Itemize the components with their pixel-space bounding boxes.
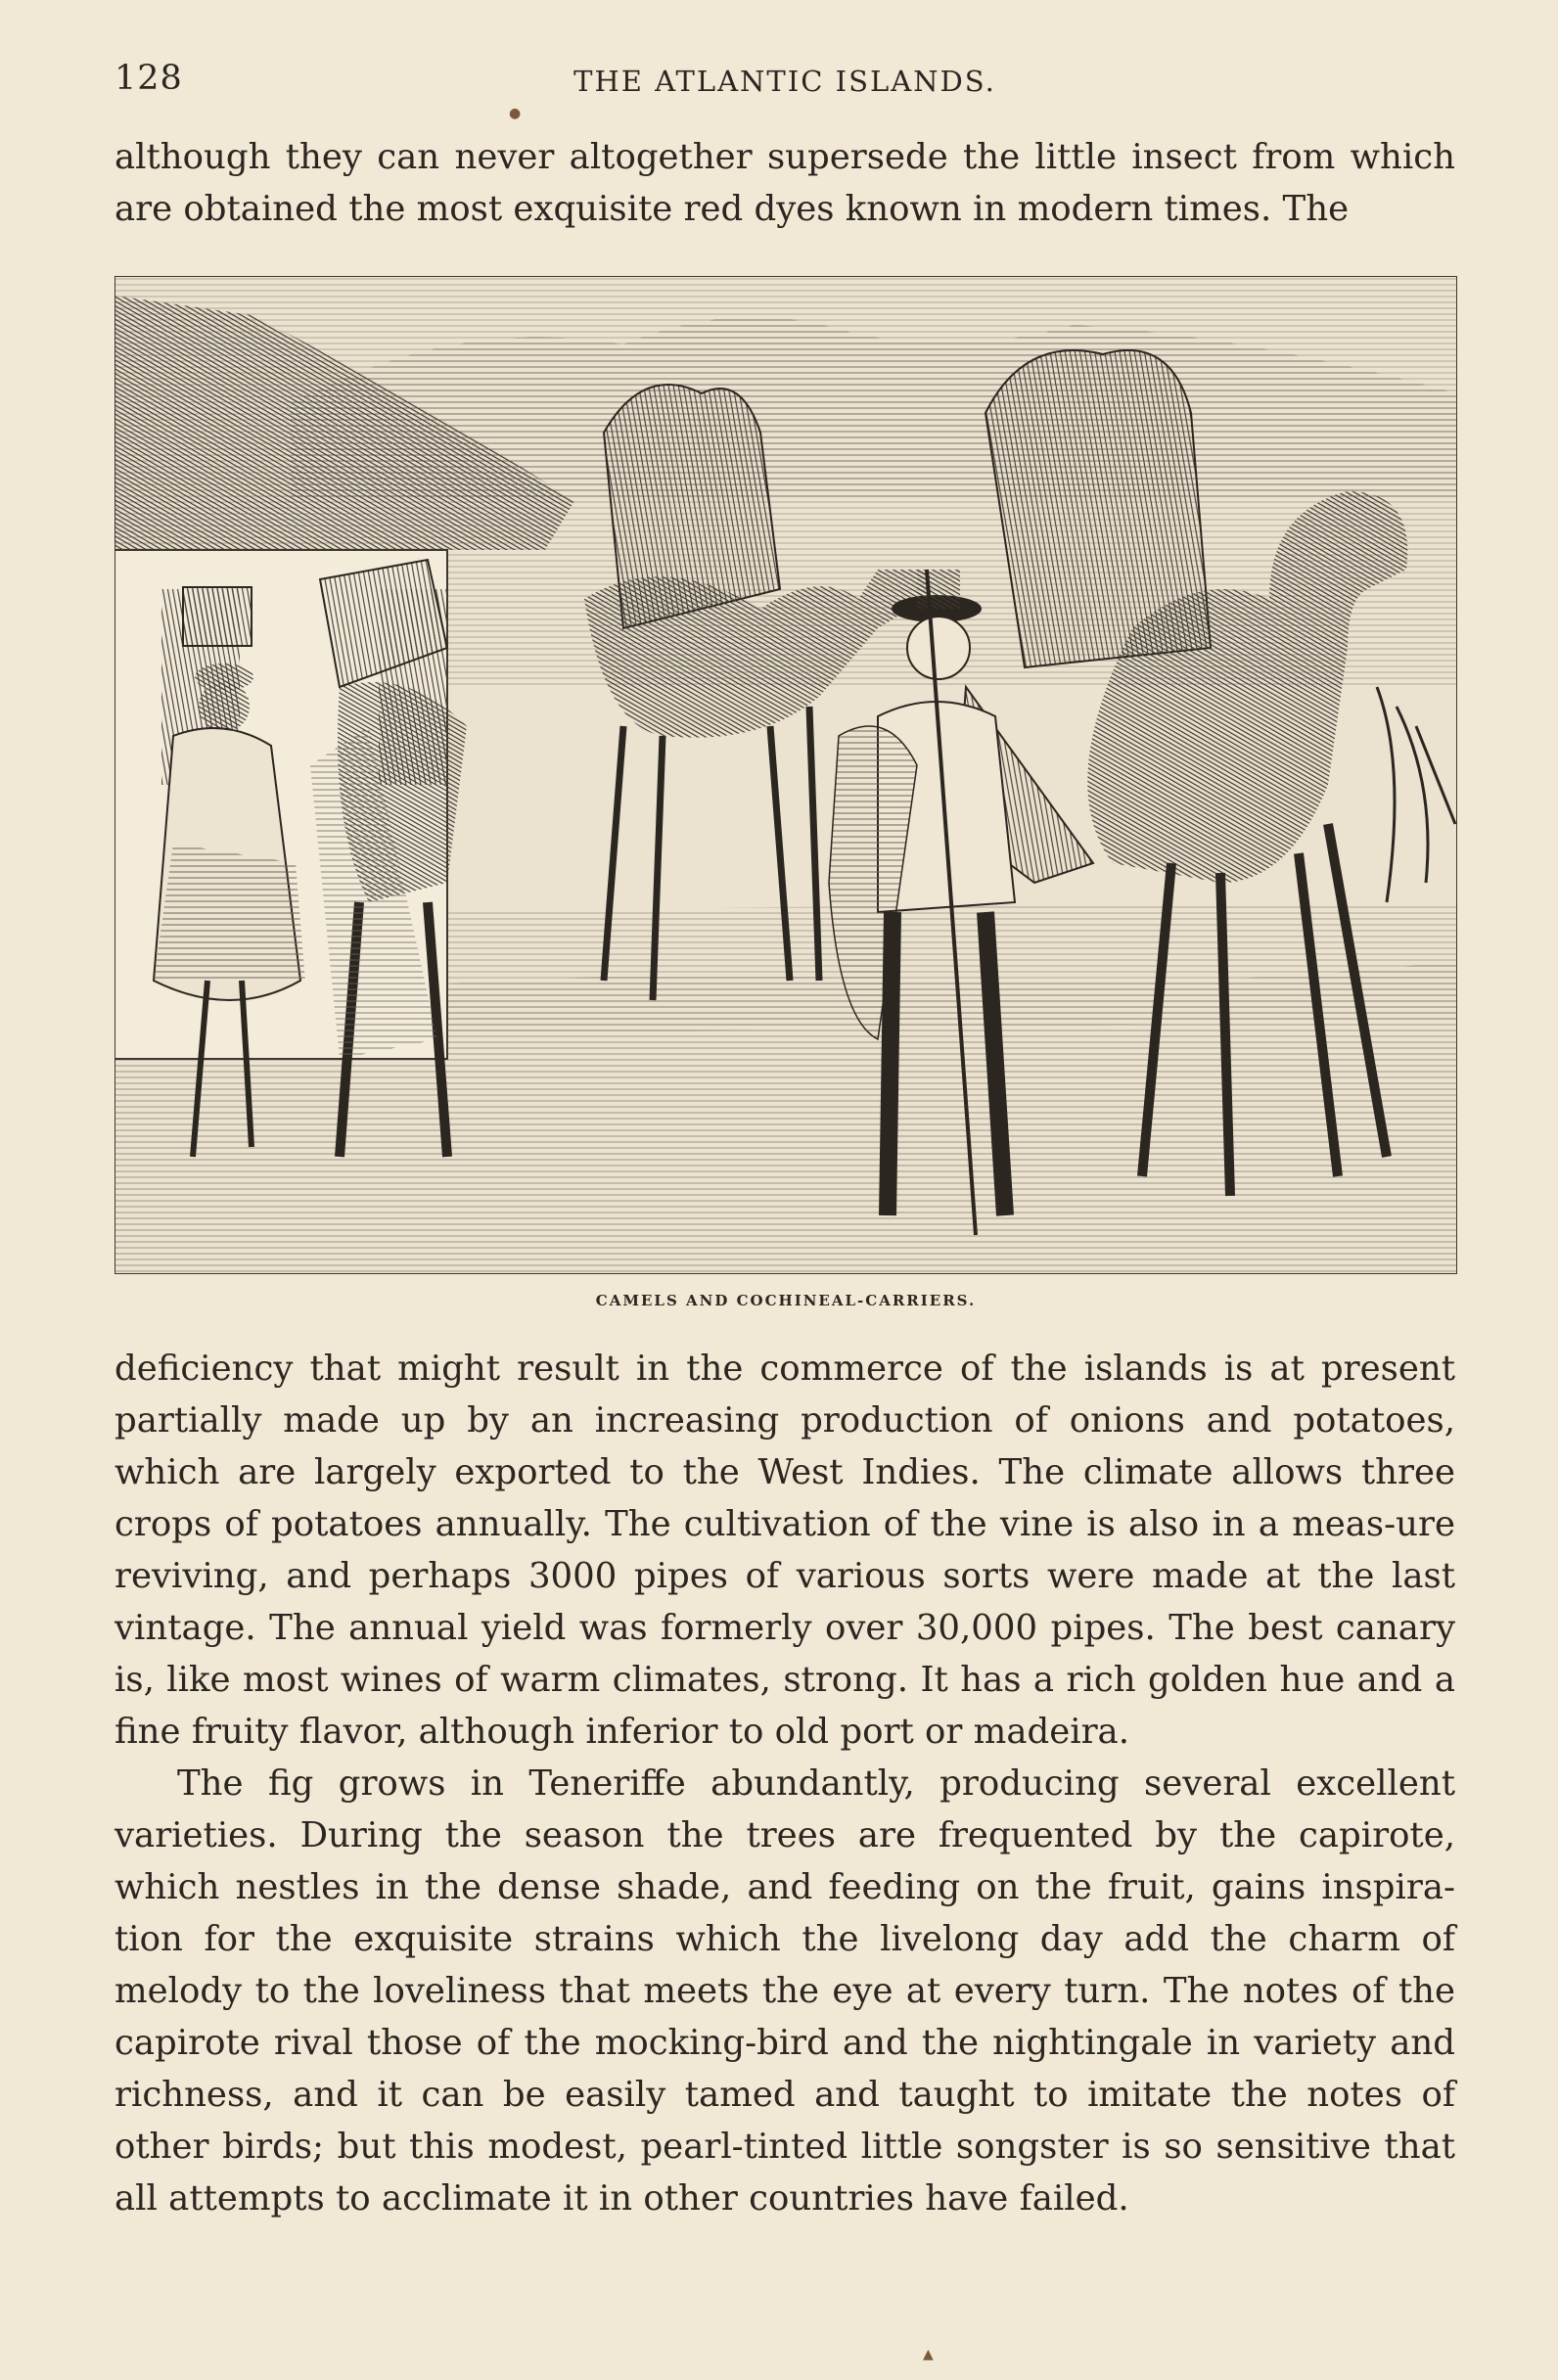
paragraph: The fig grows in Teneriffe abundantly, producing several excellent varieties. During the season the trees are frequented by the capirote, which nestles in the dense shade, and feeding on the fruit, gains inspira-tion for the exquisite strains which the livelong day add the charm of melody to the loveliness that meets the eye at every turn. The notes of the capirote rival those of the mocking-bird and the nightingale in variety and richness, and it can be easily tamed and taught to imitate the notes of other birds; but this modest, pearl-tinted little songster is so sensitive that all attempts to acclimate it in other countries have failed. [115, 1763, 1455, 2219]
engraving-illustration [115, 276, 1457, 1274]
paragraph: deficiency that might result in the commerce of the islands is at present partially made up by an increasing production of onions and potatoes, which are largely exported to the West Indies. The climate allows three crops of potatoes annually. The cultivation of the vine is also in a meas-ure reviving, and perhaps 3000 pipes of various sorts were made at the last vintage. The annual yield was formerly over 30,000 pipes. The best canary is, like most wines of warm climates, strong. It has a rich golden hue and a fine fruity flavor, although inferior to old port or madeira. [115, 1349, 1455, 1752]
paragraph: although they can never altogether supersede the little insect from which are obtained the most exquisite red dyes known in modern times. The [115, 137, 1455, 229]
ink-speck: ● [509, 106, 522, 121]
ink-speck: ▲ [923, 2347, 934, 2362]
body-text-top [115, 131, 1455, 235]
body-text-bottom [115, 1343, 1455, 2224]
running-title: THE ATLANTIC ISLANDS. [573, 65, 996, 98]
page-number: 128 [115, 59, 183, 98]
page-header [115, 59, 1455, 108]
figure-caption: CAMELS AND COCHINEAL-CARRIERS. [595, 1292, 977, 1309]
